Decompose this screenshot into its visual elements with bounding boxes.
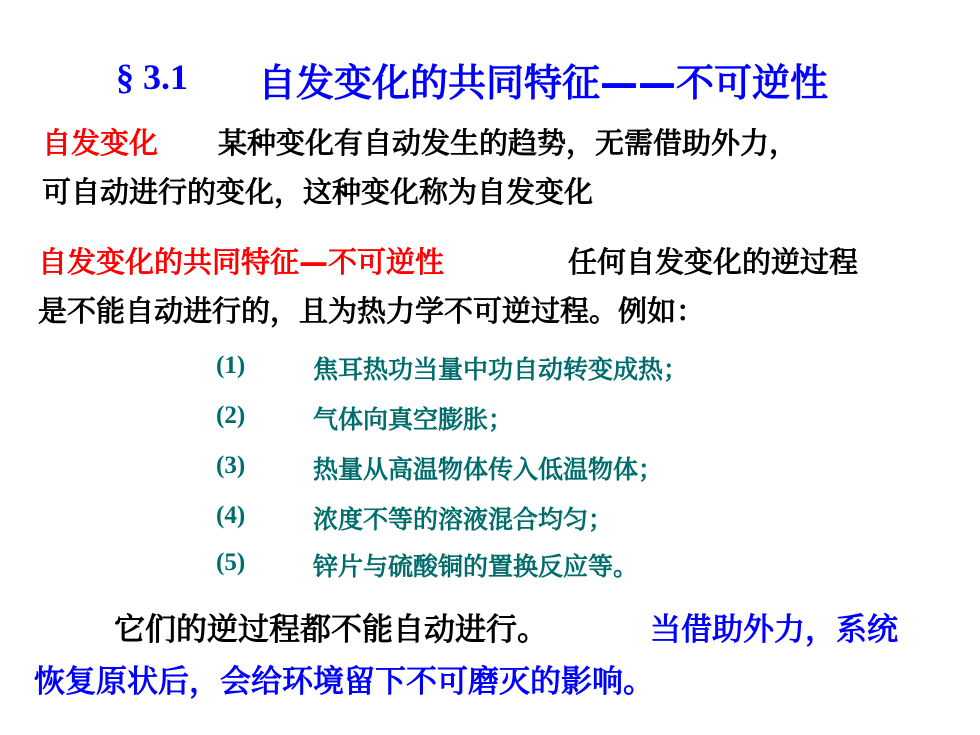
conclusion-emphasis-line-1: 当借助外力，系统 [650,612,898,648]
example-text: 气体向真空膨胀； [313,405,514,434]
example-number: (3) [216,452,246,479]
definition-line-1: 某种变化有自动发生的趋势，无需借助外力， [218,126,799,160]
section-number: § 3.1 [116,57,188,97]
feature-line-2: 是不能自动进行的，且为热力学不可逆过程。例如： [38,294,706,328]
example-number: (1) [216,352,246,379]
example-number: (5) [216,549,246,576]
feature-term: 自发变化的共同特征—不可逆性 [38,245,445,279]
example-text: 焦耳热功当量中功自动转变成热； [313,355,689,384]
example-text: 锌片与硫酸铜的置换反应等。 [313,552,639,581]
example-text: 热量从高温物体传入低温物体； [313,455,664,484]
conclusion-text: 它们的逆过程都不能自动进行。 [114,612,548,648]
example-number: (4) [216,502,246,529]
example-number: (2) [216,402,246,429]
example-text: 浓度不等的溶液混合均匀； [313,505,614,534]
slide-title: 自发变化的共同特征——不可逆性 [258,61,829,105]
conclusion-emphasis-line-2: 恢复原状后，会给环境留下不可磨灭的影响。 [34,664,654,700]
feature-line-1: 任何自发变化的逆过程 [568,245,859,279]
definition-term: 自发变化 [42,126,159,160]
definition-line-2: 可自动进行的变化，这种变化称为自发变化 [42,175,594,209]
